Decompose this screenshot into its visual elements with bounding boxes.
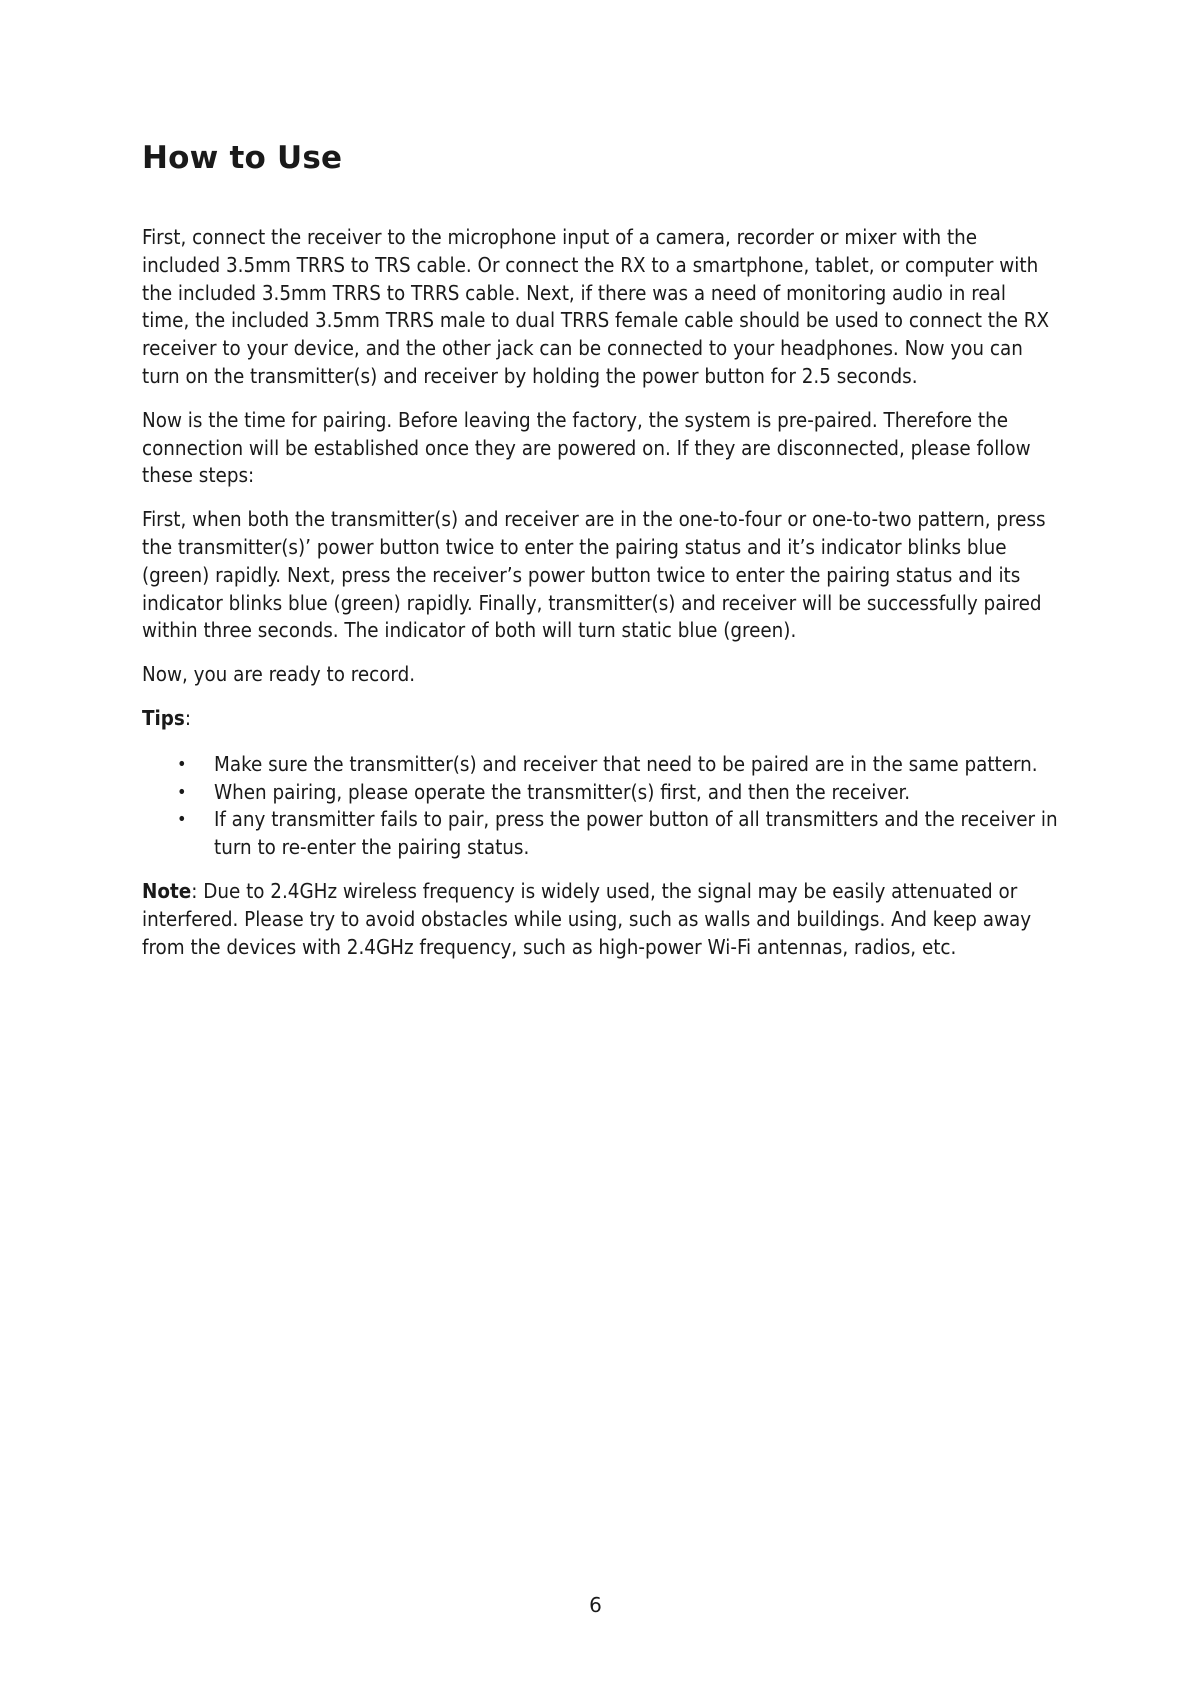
- tip-text: If any transmitter fails to pair, press the power button of all transmitters and the receiver in turn to re-enter the pairing status.: [214, 807, 1058, 860]
- paragraph-pairing-intro: Now is the time for pairing. Before leaving the factory, the system is pre-paired. Therefore the connection will be established once they are powered on. If they are disconnected, please follow these steps:: [142, 407, 1031, 488]
- tip-text: Make sure the transmitter(s) and receiver that need to be paired are in the same pattern.: [214, 751, 1038, 776]
- tips-suffix: :: [184, 705, 192, 730]
- list-item: [177, 751, 1058, 779]
- page-title: How to Use: [142, 140, 343, 176]
- list-item: [177, 779, 1058, 807]
- bullet-icon: •: [177, 753, 187, 775]
- bullet-icon: •: [177, 781, 187, 803]
- paragraph-connect: First, connect the receiver to the microphone input of a camera, recorder or mixer with the included 3.5mm TRRS to TRS cable. Or connect the RX to a smartphone, tablet, or computer with the included 3.5mm TRRS to TRRS cable. Next, if there was a need of monitoring audio in real time, the included 3.5mm TRRS male to dual TRRS female cable should be used to connect the RX receiver to your device, and the other jack can be connected to your headphones. Now you can turn on the transmitter(s) and receiver by holding the power button for 2.5 seconds.: [142, 225, 1050, 388]
- paragraph-pairing-steps: First, when both the transmitter(s) and receiver are in the one-to-four or one-to-two pattern, press the transmitter(s)’ power button twice to enter the pairing status and it’s indicator blinks blue (green) rapidly. Next, press the receiver’s power button twice to enter the pairing status and its indicator blinks blue (green) rapidly. Finally, transmitter(s) and receiver will be successfully paired within three seconds. The indicator of both will turn static blue (green).: [142, 507, 1046, 643]
- bullet-icon: •: [177, 809, 187, 831]
- tips-list: [142, 751, 1058, 862]
- tip-text: When pairing, please operate the transmitter(s) first, and then the receiver.: [214, 779, 911, 804]
- page-number: 6: [589, 1593, 602, 1617]
- tips-heading: [142, 705, 1058, 733]
- note-text: : Due to 2.4GHz wireless frequency is widely used, the signal may be easily attenuated or interfered. Please try to avoid obstacles while using, such as walls and buildings. And keep away from the devices with 2.4GHz frequency, such as high-power Wi-Fi antennas, radios, etc.: [142, 878, 1032, 959]
- body-text: [142, 224, 1058, 977]
- list-item: [177, 806, 1058, 862]
- note-label: Note: [142, 878, 192, 903]
- tips-label: Tips: [142, 705, 185, 730]
- note-paragraph: [142, 878, 1058, 961]
- paragraph-ready: Now, you are ready to record.: [142, 662, 416, 687]
